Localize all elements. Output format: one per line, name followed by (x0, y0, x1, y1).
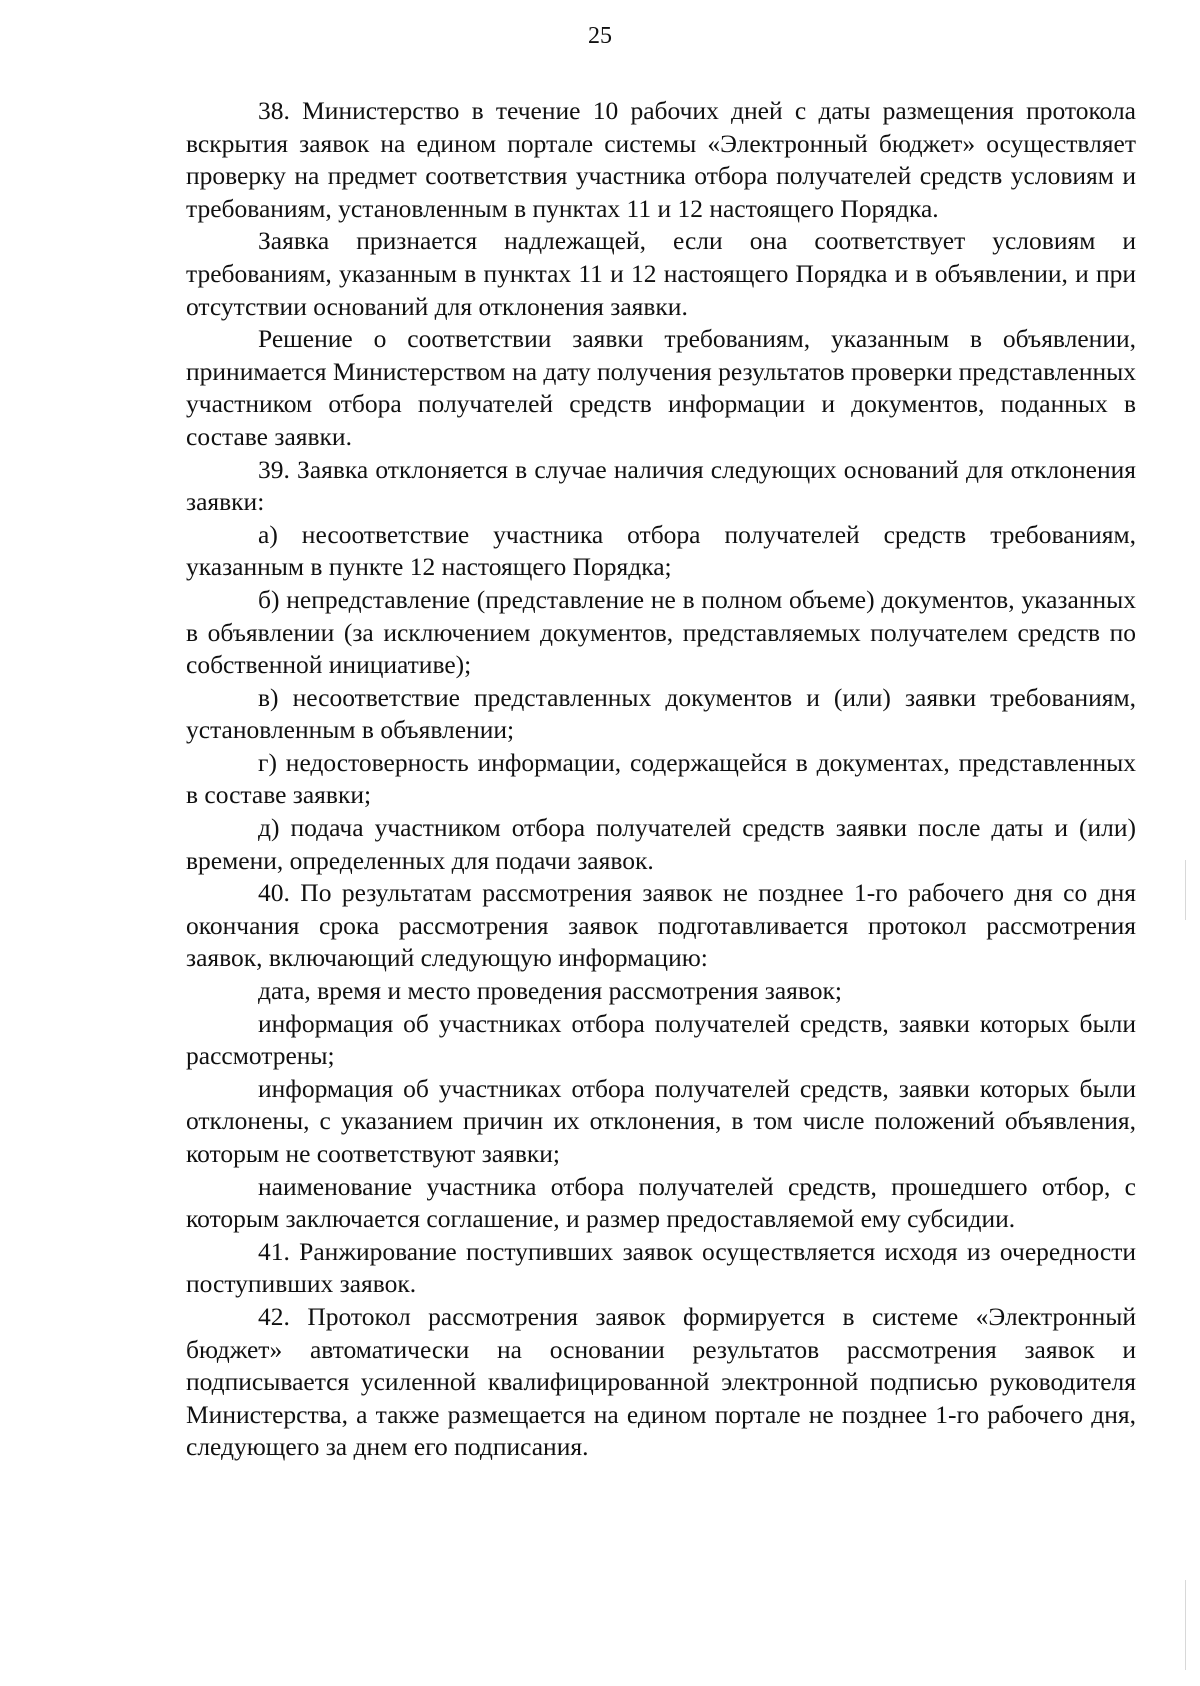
paragraph-39: 39. Заявка отклоняется в случае наличия следующих оснований для отклонения заявки: (186, 454, 1136, 517)
protocol-item-winner: наименование участника отбора получателей средств, прошедшего отбор, с которым заключается соглашение, и размер предоставляемой ему субсидии. (186, 1171, 1136, 1234)
paragraph-41: 41. Ранжирование поступивших заявок осуществляется исходя из очередности поступивших заявок. (186, 1236, 1136, 1299)
paragraph-38-decision: Решение о соответствии заявки требованиям, указанным в объявлении, принимается Министерством на дату получения результатов проверки представленных участником отбора получателей средств информации и документов, поданных в составе заявки. (186, 324, 1136, 451)
protocol-item-rejected: информация об участниках отбора получателей средств, заявки которых были отклонены, с указанием причин их отклонения, в том числе положений объявления, которым не соответствуют заявки; (186, 1073, 1136, 1168)
paragraph-42: 42. Протокол рассмотрения заявок формируется в системе «Электронный бюджет» автоматически на основании результатов рассмотрения заявок и подписывается усиленной квалифицированной электронной подписью руководителя Министерства, а также размещается на едином портале не позднее 1-го рабочего дня, следующего за днем его подписания. (186, 1301, 1136, 1462)
list-item-v: в) несоответствие представленных документов и (или) заявки требованиям, установленным в объявлении; (186, 682, 1136, 745)
page-number: 25 (588, 23, 612, 49)
paragraph-40: 40. По результатам рассмотрения заявок не позднее 1-го рабочего дня со дня окончания срока рассмотрения заявок подготавливается протокол рассмотрения заявок, включающий следующую информацию: (186, 878, 1136, 973)
scan-edge-mark (1185, 1580, 1186, 1670)
list-item-b: б) непредставление (представление не в полном объеме) документов, указанных в объявлении (за исключением документов, представляемых получателем средств по собственной инициативе); (186, 584, 1136, 680)
list-item-g: г) недостоверность информации, содержащейся в документах, представленных в составе заявки; (186, 747, 1136, 810)
list-item-d: д) подача участником отбора получателей средств заявки после даты и (или) времени, определенных для подачи заявок. (186, 813, 1136, 875)
protocol-item-date: дата, время и место проведения рассмотрения заявок; (258, 976, 842, 1006)
list-item-a: а) несоответствие участника отбора получателей средств требованиям, указанным в пункте 12 настоящего Порядка; (186, 519, 1136, 582)
paragraph-38: 38. Министерство в течение 10 рабочих дней с даты размещения протокола вскрытия заявок на едином портале системы «Электронный бюджет» осуществляет проверку на предмет соответствия участника отбора получателей средств условиям и требованиям, установленным в пунктах 11 и 12 настоящего Порядка. (186, 96, 1136, 223)
document-body (186, 95, 1136, 1464)
scan-edge-mark (1185, 860, 1186, 920)
protocol-item-reviewed: информация об участниках отбора получателей средств, заявки которых были рассмотрены; (186, 1008, 1136, 1071)
paragraph-38-validity: Заявка признается надлежащей, если она соответствует условиям и требованиям, указанным в пунктах 11 и 12 настоящего Порядка и в объявлении, и при отсутствии оснований для отклонения заявки. (186, 226, 1136, 321)
